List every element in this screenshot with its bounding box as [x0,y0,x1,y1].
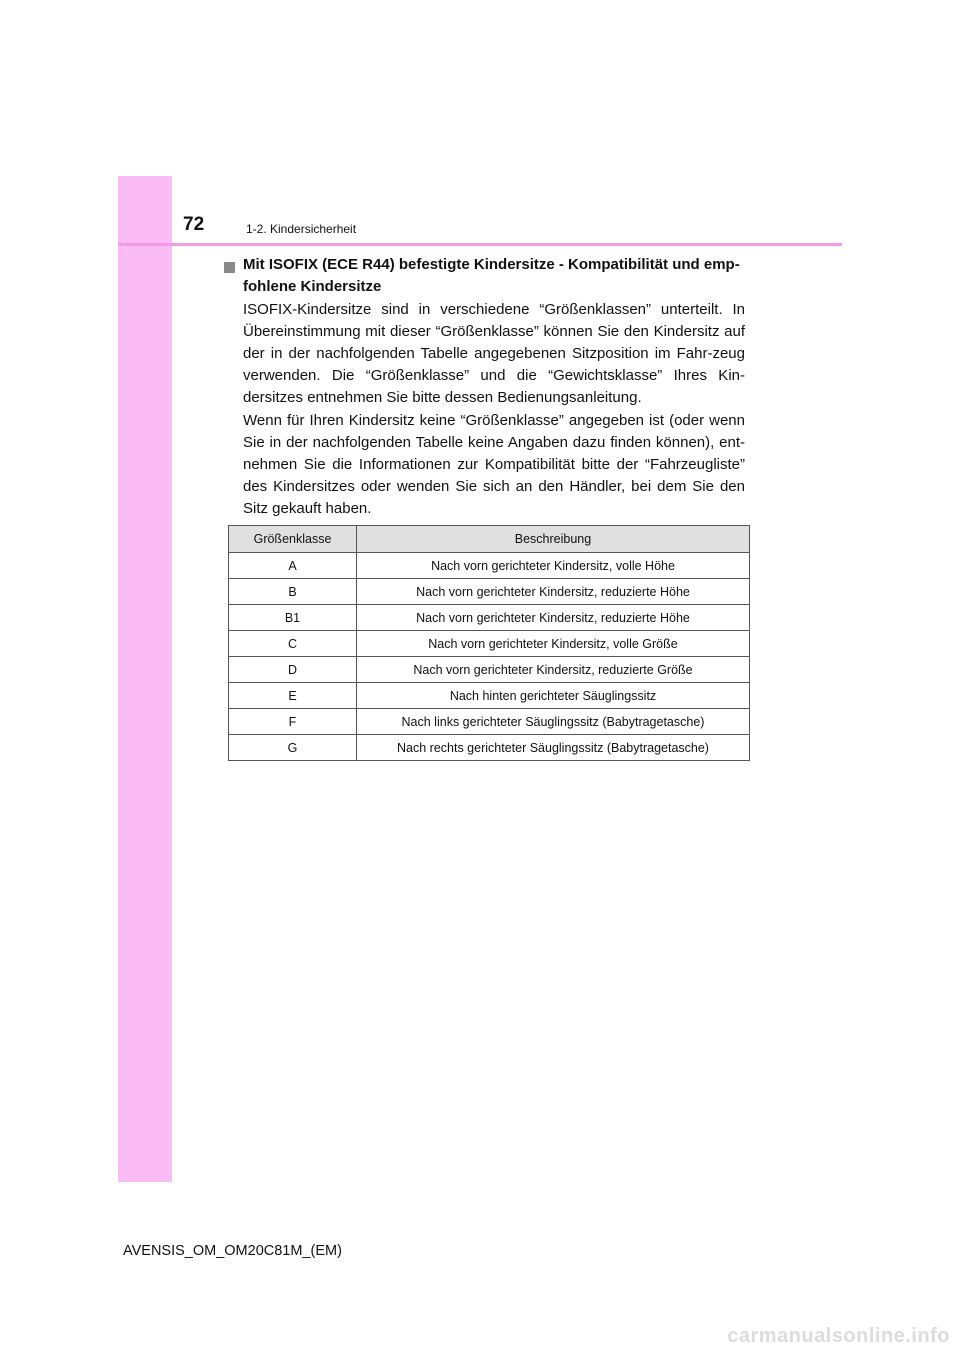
document-code-footer: AVENSIS_OM_OM20C81M_(EM) [123,1243,342,1259]
size-class-cell: G [229,735,357,761]
description-cell: Nach vorn gerichteter Kindersitz, reduzierte Größe [357,657,750,683]
size-class-cell: B1 [229,605,357,631]
size-class-cell: B [229,579,357,605]
table-row [229,709,750,735]
header-description: Beschreibung [357,526,750,553]
table-row [229,579,750,605]
description-cell: Nach hinten gerichteter Säuglingssitz [357,683,750,709]
table-header-row [229,526,750,553]
header-divider [118,243,842,246]
square-bullet-icon [224,262,235,273]
table-row [229,553,750,579]
size-class-table [228,525,750,761]
site-watermark: carmanualsonline.info [727,1325,950,1347]
size-class-cell: A [229,553,357,579]
header-size-class: Größenklasse [229,526,357,553]
description-cell: Nach vorn gerichteter Kindersitz, reduzierte Höhe [357,605,750,631]
table-row [229,605,750,631]
description-cell: Nach vorn gerichteter Kindersitz, volle Höhe [357,553,750,579]
section-title: 1-2. Kindersicherheit [246,222,357,236]
size-class-cell: D [229,657,357,683]
table-row [229,631,750,657]
description-cell: Nach rechts gerichteter Säuglingssitz (Babytragetasche) [357,735,750,761]
subsection-heading: Mit ISOFIX (ECE R44) befestigte Kindersitze - Kompatibilität und emp-fohlene Kindersitze [243,256,740,295]
size-class-cell: F [229,709,357,735]
paragraph-size-classes: ISOFIX-Kindersitze sind in verschiedene “Größenklassen” unterteilt. In Übereinstimmung mit dieser “Größenklasse” können Sie den Kindersitz auf der in der nachfolgenden Tabelle angegebenen Sitzposition im Fahr-zeug verwenden. Die “Größenklasse” und die “Gewichtsklasse” Ihres Kin-dersitzes entnehmen Sie bitte dessen Bedienungsanleitung. [243,301,745,406]
description-cell: Nach vorn gerichteter Kindersitz, volle Größe [357,631,750,657]
description-cell: Nach links gerichteter Säuglingssitz (Babytragetasche) [357,709,750,735]
paragraph-no-size-class: Wenn für Ihren Kindersitz keine “Größenklasse” angegeben ist (oder wenn Sie in der nachfolgenden Tabelle keine Angaben dazu finden können), ent-nehmen Sie die Informationen zur Kompatibilität bitte der “Fahrzeugliste” des Kindersitzes oder wenden Sie sich an den Händler, bei dem Sie den Sitz gekauft haben. [243,412,745,517]
table-row [229,657,750,683]
size-class-cell: C [229,631,357,657]
size-class-cell: E [229,683,357,709]
description-cell: Nach vorn gerichteter Kindersitz, reduzierte Höhe [357,579,750,605]
table-row [229,683,750,709]
page-number: 72 [183,214,205,235]
table-row [229,735,750,761]
side-color-band [118,176,172,1182]
